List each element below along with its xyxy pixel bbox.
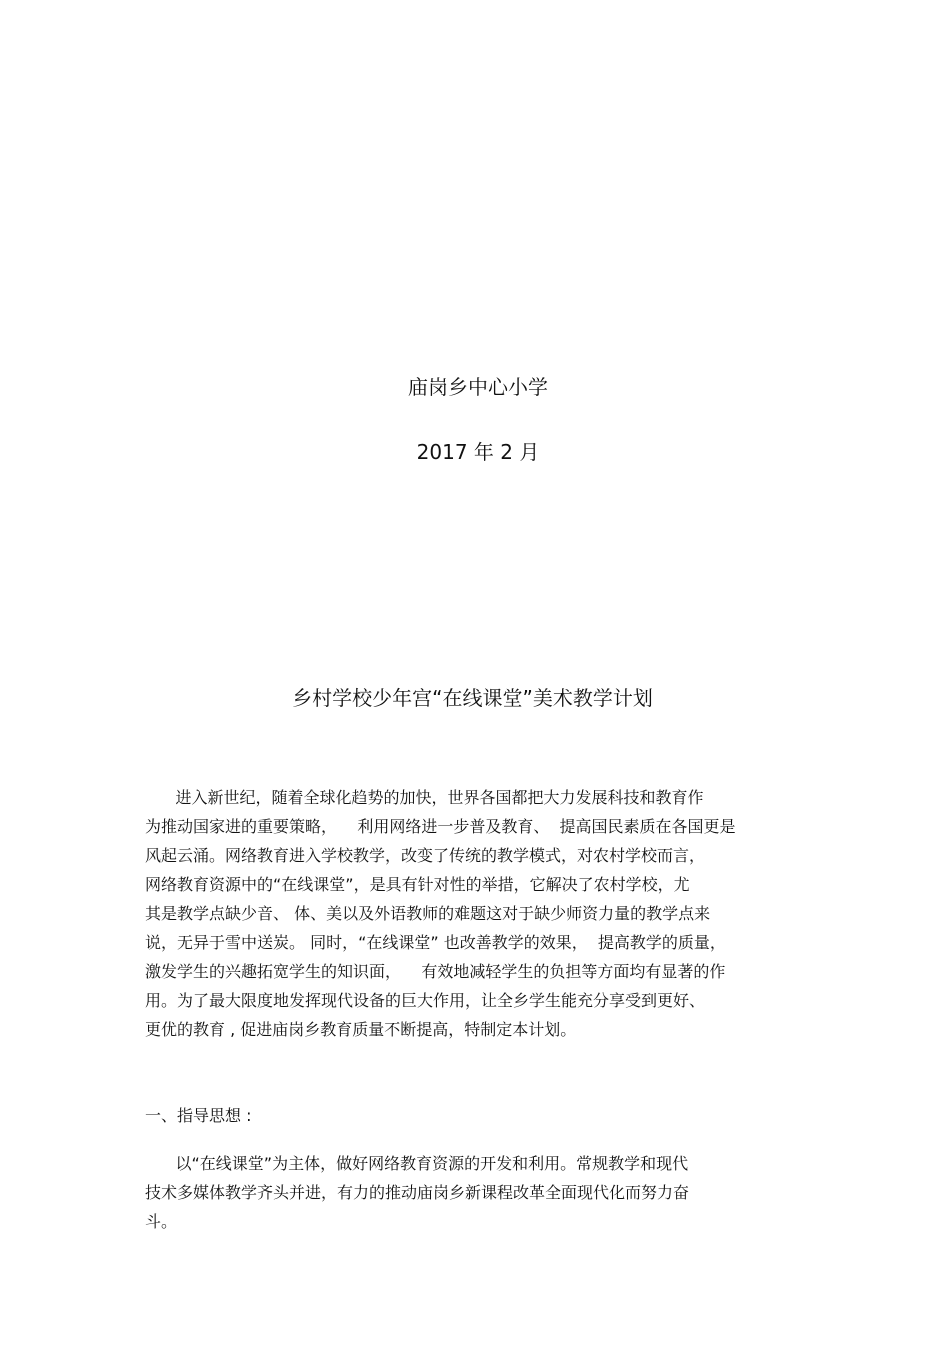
paragraph-line: 风起云涌。网络教育进入学校教学，改变了传统的教学模式，对农村学校而言， bbox=[145, 846, 706, 865]
intro-paragraph bbox=[145, 783, 805, 1044]
paragraph-line: 用。为了最大限度地发挥现代设备的巨大作用，让全乡学生能充分享受到更好、 bbox=[145, 991, 706, 1010]
document-date: 2017 年 2 月 bbox=[416, 440, 540, 464]
paragraph-line: 其是教学点缺少音、 体、美以及外语教师的难题这对于缺少师资力量的教学点来 bbox=[145, 904, 711, 923]
guiding-ideology-paragraph bbox=[145, 1149, 805, 1236]
section-heading: 一、指导思想 : bbox=[145, 1106, 252, 1125]
paragraph-line: 技术多媒体教学齐头并进，有力的推动庙岗乡新课程改革全面现代化而努力奋 bbox=[145, 1183, 690, 1202]
paragraph-line: 斗。 bbox=[145, 1212, 178, 1231]
paragraph-line: 为推动国家进的重要策略， 利用网络进一步普及教育、 提高国民素质在各国更是 bbox=[145, 817, 736, 836]
paragraph-line: 说，无异于雪中送炭。 同时，“在线课堂” 也改善教学的效果， 提高教学的质量， bbox=[145, 933, 726, 952]
school-name: 庙岗乡中心小学 bbox=[408, 375, 548, 399]
paragraph-line: 更优的教育 , 促进庙岗乡教育质量不断提高，特制定本计划。 bbox=[145, 1020, 577, 1039]
document-title: 乡村学校少年宫“在线课堂”美术教学计划 bbox=[292, 686, 653, 710]
paragraph-line: 以“在线课堂”为主体，做好网络教育资源的开发和利用。常规教学和现代 bbox=[145, 1154, 689, 1173]
paragraph-line: 进入新世纪，随着全球化趋势的加快，世界各国都把大力发展科技和教育作 bbox=[145, 788, 704, 807]
paragraph-line: 网络教育资源中的“在线课堂”，是具有针对性的举措，它解决了农村学校，尤 bbox=[145, 875, 690, 894]
paragraph-line: 激发学生的兴趣拓宽学生的知识面， 有效地减轻学生的负担等方面均有显著的作 bbox=[145, 962, 726, 981]
